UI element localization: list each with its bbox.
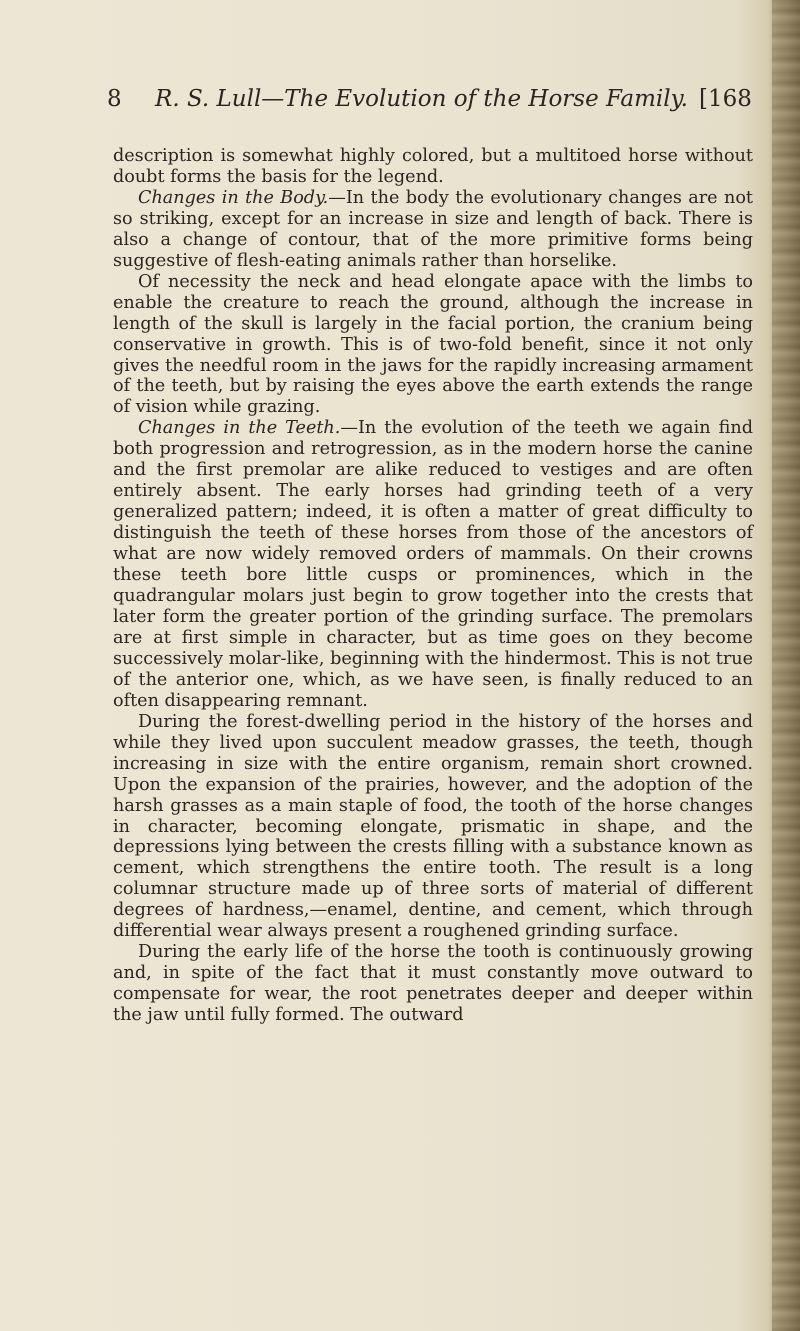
paragraph-4-heading: Changes in the Teeth.	[138, 418, 341, 439]
running-title: R. S. Lull—The Evolution of the Horse Family.	[155, 86, 688, 112]
paragraph-4-text: —In the evolution of the teeth we again find both progression and retrogression, as in the modern horse the canine and the first premolar are alike reduced to vestiges and are often entirely absent. The early horses had grinding teeth of a very generalized pattern; indeed, it is often a matter of great difficulty to distinguish the teeth of these horses from those of the ancestors of what are now widely removed orders of mammals. On their crowns these teeth bore little cusps or prominences, which in the quadrangular molars just begin to grow together into the crests that later form the greater portion of the grinding surface. The premolars are at first simple in character, but as time goes on they become successively molar-like, beginning with the hindermost. This is not true of the anterior one, which, as we have seen, is finally reduced to an often disappearing remnant.	[113, 418, 753, 711]
page-number: 8	[107, 86, 122, 112]
paragraph-5	[113, 712, 753, 942]
paragraph-6	[113, 942, 753, 1026]
paragraph-2	[113, 188, 753, 272]
paragraph-5-text: During the forest-dwelling period in the history of the horses and while they lived upon succulent meadow grasses, the teeth, though increasing in size with the entire organism, remain short crowned. Upon the expansion of the prairies, however, and the adoption of the harsh grasses as a main staple of food, the tooth of the horse changes in character, becoming elongate, prismatic in shape, and the depressions lying between the crests filling with a substance known as cement, which strengthens the entire tooth. The result is a long columnar structure made up of three sorts of material of different degrees of hardness,—enamel, dentine, and cement, which through differential wear always present a roughened grinding surface.	[113, 711, 753, 942]
page-edge-shadow	[772, 0, 800, 1331]
paragraph-3	[113, 272, 753, 419]
paragraph-2-text: —In the body the evolutionary changes are not so striking, except for an increase in size and length of back. There is also a change of contour, that of the more primitive forms being suggestive of flesh-eating animals rather than horselike.	[113, 187, 753, 271]
paragraph-4	[113, 418, 753, 711]
paragraph-6-text: During the early life of the horse the tooth is continuously growing and, in spite of the fact that it must constantly move outward to compensate for wear, the root penetrates deeper and deeper within the jaw until fully formed. The outward	[113, 942, 753, 1026]
paragraph-1-text: description is somewhat highly colored, but a multitoed horse without doubt forms the basis for the legend.	[113, 146, 753, 187]
body-text	[113, 146, 753, 1026]
paragraph-1	[113, 146, 753, 188]
paragraph-3-text: Of necessity the neck and head elongate apace with the limbs to enable the creature to reach the ground, although the increase in length of the skull is largely in the facial portion, the cranium being conservative in growth. This is of two-fold benefit, since it not only gives the needful room in the jaws for the rapidly increasing armament of the teeth, but by raising the eyes above the earth extends the range of vision while grazing.	[113, 271, 753, 418]
paragraph-2-heading: Changes in the Body.	[138, 187, 329, 208]
bracket-page-number: [168	[699, 86, 752, 112]
